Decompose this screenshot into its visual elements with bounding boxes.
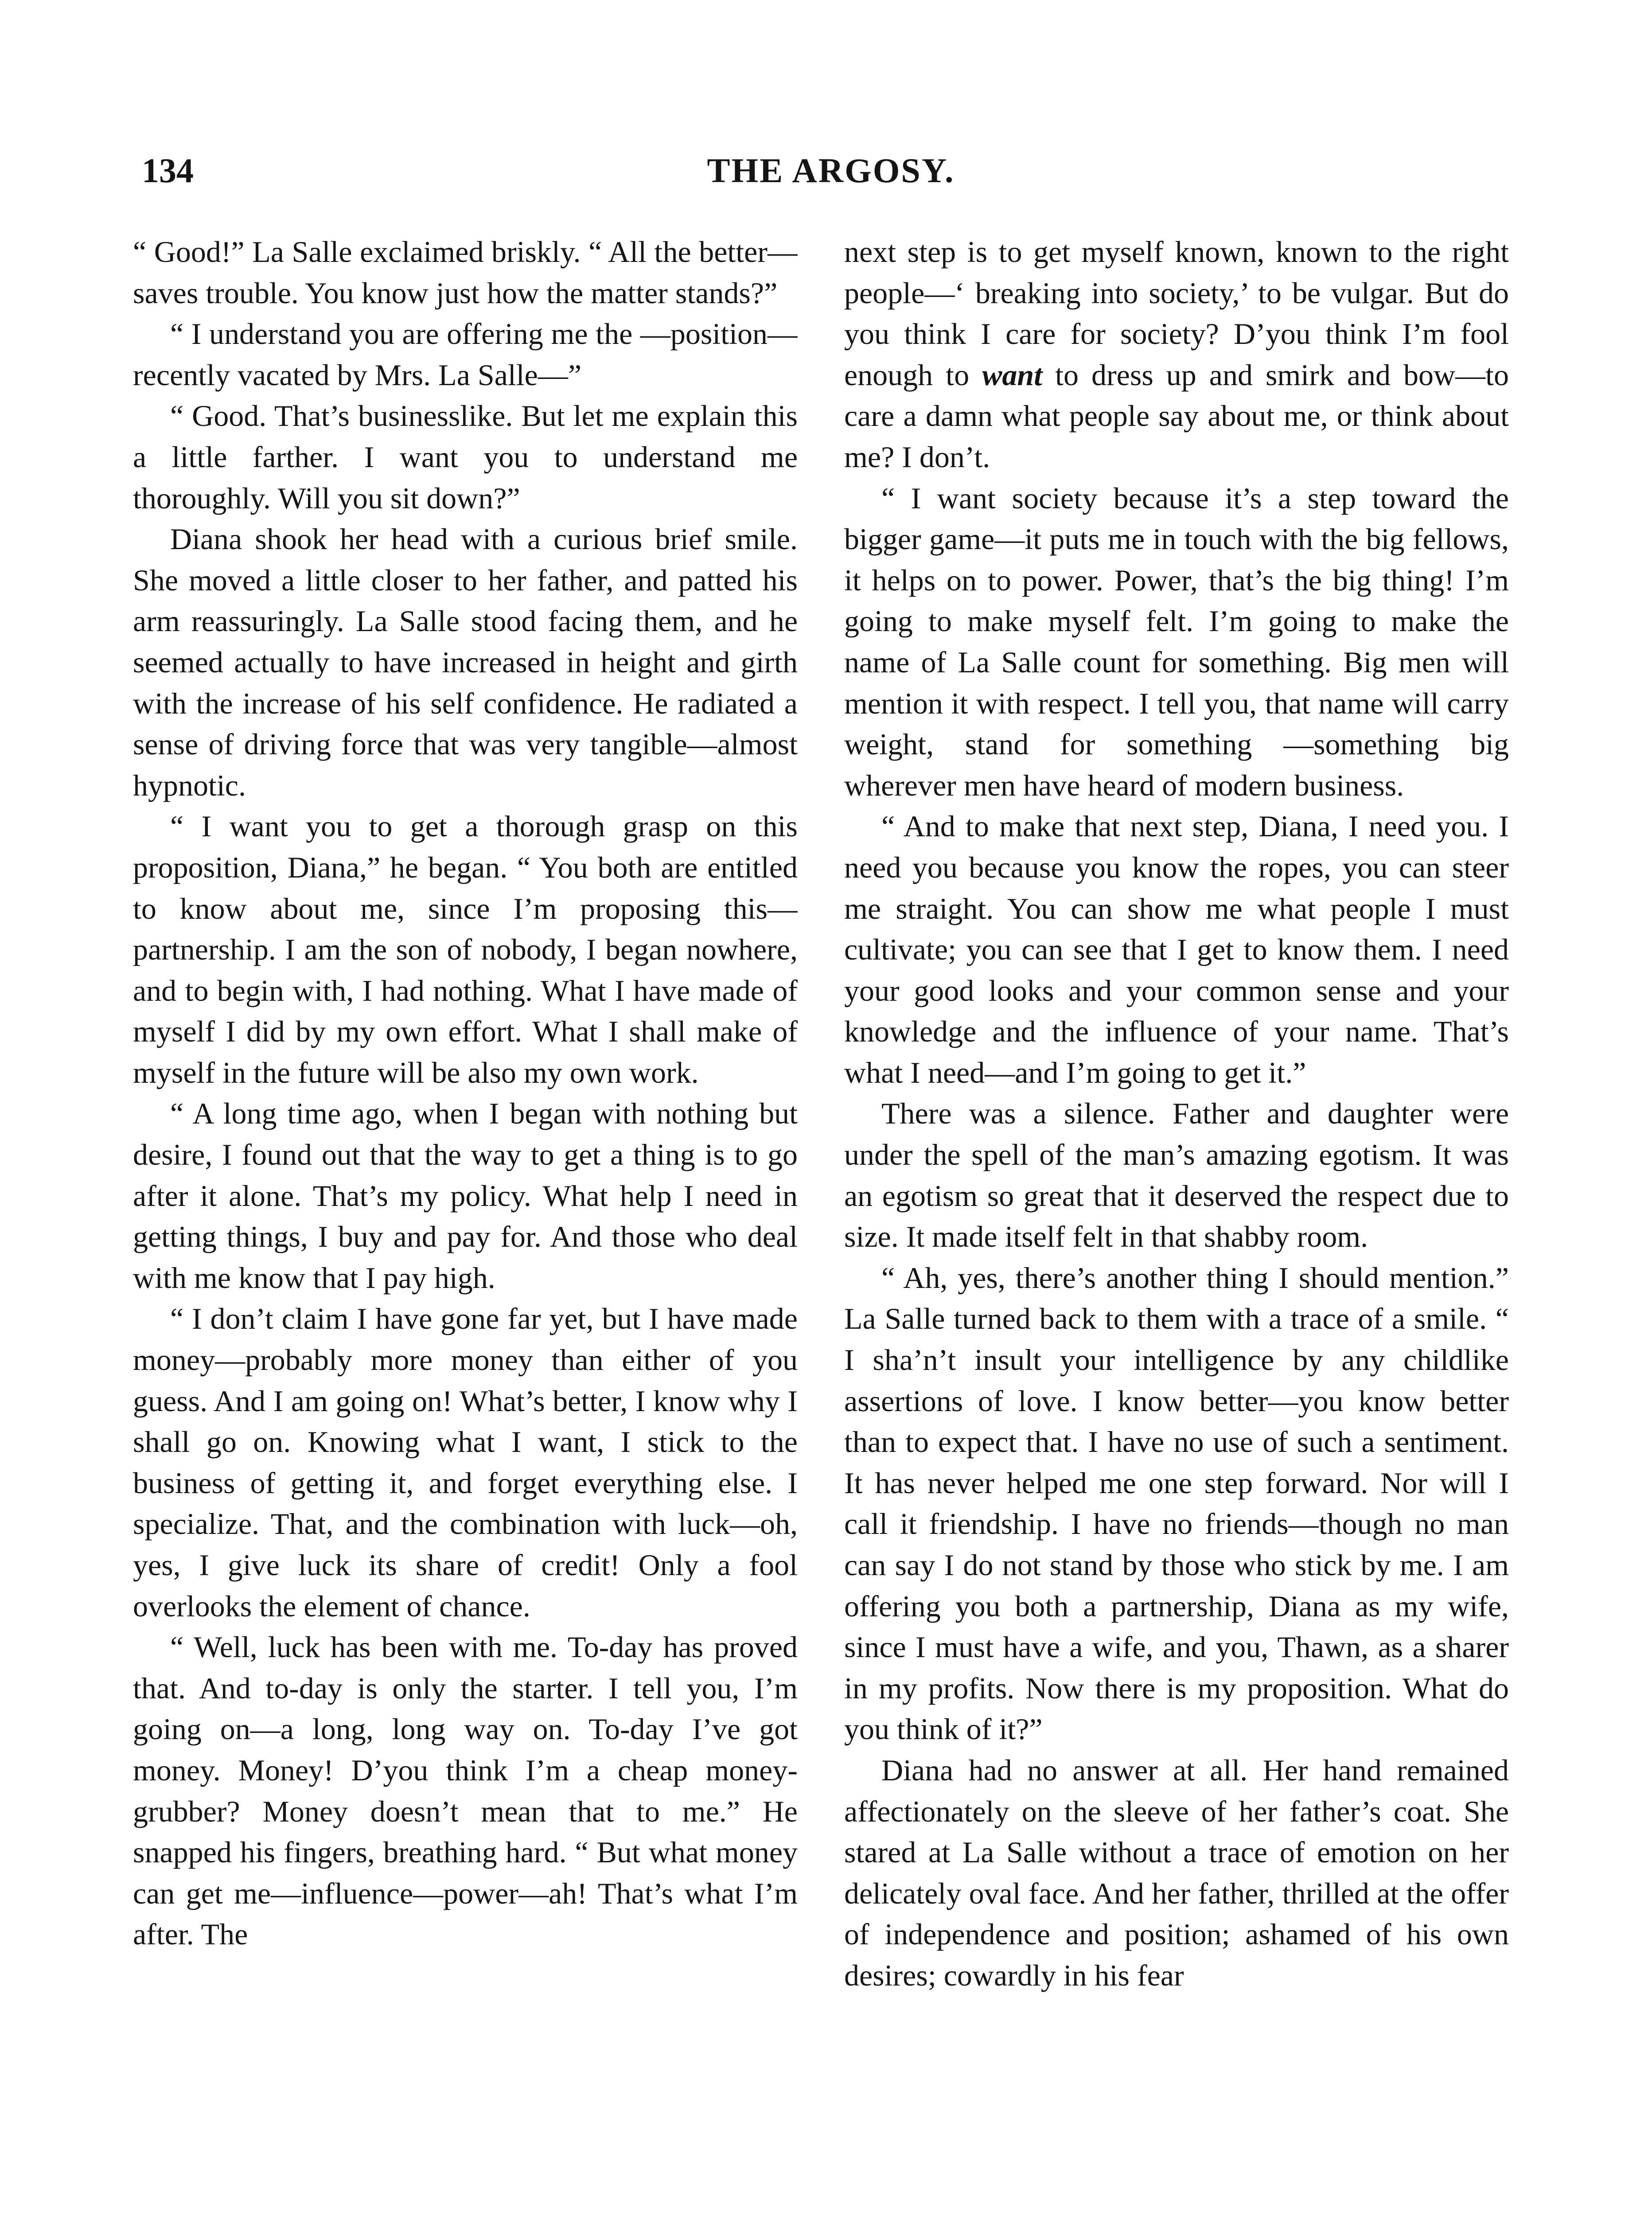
emphasized-word: want [982, 358, 1043, 392]
paragraph: “ Well, luck has been with me. To-day has proved that. And to-day is only the starter. I tell you, I’m going on—a long, long way on. To-day I’ve got money. Money! D’you think I’m a cheap money-grubber? Money doesn’t mean that to me.” He snapped his fingers, breathing hard. “ But what money can get me—influence—power—ah! That’s what I’m after. The [133, 1630, 798, 1951]
paragraph: “ Good. That’s businesslike. But let me explain this a little farther. I want you to understand me thoroughly. Will you sit down?” [133, 399, 798, 515]
paragraph: Diana had no answer at all. Her hand remained affectionately on the sleeve of her father’s coat. She stared at La Salle without a trace of emotion on her delicately oval face. And her father, thrilled at the offer of independence and position; ashamed of his own desires; cowardly in his fear [844, 1753, 1509, 1992]
page-header [142, 146, 1520, 195]
text-run: to dress up and smirk and bow—to care a damn what people say about me, or think about me? I don’t. [844, 358, 1509, 474]
paragraph: “ I want society because it’s a step toward the bigger game—it puts me in touch with the big fellows, it helps on to power. Power, that’s the big thing! I’m going to make myself felt. I’m going to make the name of La Salle count for something. Big men will mention it with respect. I tell you, that name will carry weight, stand for something —something big wherever men have heard of modern business. [844, 481, 1509, 802]
paragraph: Diana shook her head with a curious brief smile. She moved a little closer to her father, and patted his arm reassuringly. La Salle stood facing them, and he seemed actually to have increased in height and girth with the increase of his self confidence. He radiated a sense of driving force that was very tangible—almost hypnotic. [133, 522, 798, 802]
paragraph: “ And to make that next step, Diana, I need you. I need you because you know the ropes, you can steer me straight. You can show me what people I must cultivate; you can see that I get to know them. I need your good looks and your common sense and your knowledge and the influence of your name. That’s what I need—and I’m going to get it.” [844, 809, 1509, 1089]
running-head: THE ARGOSY. [707, 151, 955, 190]
paragraph: “ A long time ago, when I began with nothing but desire, I found out that the way to get a thing is to go after it alone. That’s my policy. What help I need in getting things, I buy and pay for. And those who deal with me know that I pay high. [133, 1096, 798, 1295]
paragraph: “ Ah, yes, there’s another thing I should mention.” La Salle turned back to them with a trace of a smile. “ I sha’n’t insult your intelligence by any childlike assertions of love. I know better—you know better than to expect that. I have no use of such a sentiment. It has never helped me one step forward. Nor will I call it friendship. I have no friends—though no man can say I do not stand by those who stick by me. I am offering you both a partnership, Diana as my wife, since I must have a wife, and you, Thawn, as a sharer in my profits. Now there is my proposition. What do you think of it?” [844, 1260, 1509, 1746]
page-number: 134 [142, 151, 194, 190]
paragraph: “ I understand you are offering me the —position—recently vacated by Mrs. La Salle—” [133, 317, 798, 392]
paragraph: “ I want you to get a thorough grasp on this proposition, Diana,” he began. “ You both are entitled to know about me, since I’m proposing this—partnership. I am the son of nobody, I began nowhere, and to begin with, I had nothing. What I have made of myself I did by my own effort. What I shall make of myself in the future will be also my own work. [133, 809, 798, 1089]
left-column [133, 231, 798, 2216]
paragraph-continued [844, 231, 1509, 478]
text-run: next step is to get myself known, known to the right people—‘ breaking into society,’ to be vulgar. But do you think I care for society? D’you think I’m fool enough to [844, 235, 1509, 392]
paragraph: There was a silence. Father and daughter were under the spell of the man’s amazing egotism. It was an egotism so great that it deserved the respect due to size. It made itself felt in that shabby room. [844, 1096, 1509, 1254]
paragraph: “ I don’t claim I have gone far yet, but I have made money—probably more money than either of you guess. And I am going on! What’s better, I know why I shall go on. Knowing what I want, I stick to the business of getting it, and forget everything else. I specialize. That, and the combination with luck—oh, yes, I give luck its share of credit! Only a fool overlooks the element of chance. [133, 1302, 798, 1623]
paragraph: “ Good!” La Salle exclaimed briskly. “ All the better—saves trouble. You know just how the matter stands?” [133, 235, 798, 310]
right-column [844, 231, 1509, 2216]
